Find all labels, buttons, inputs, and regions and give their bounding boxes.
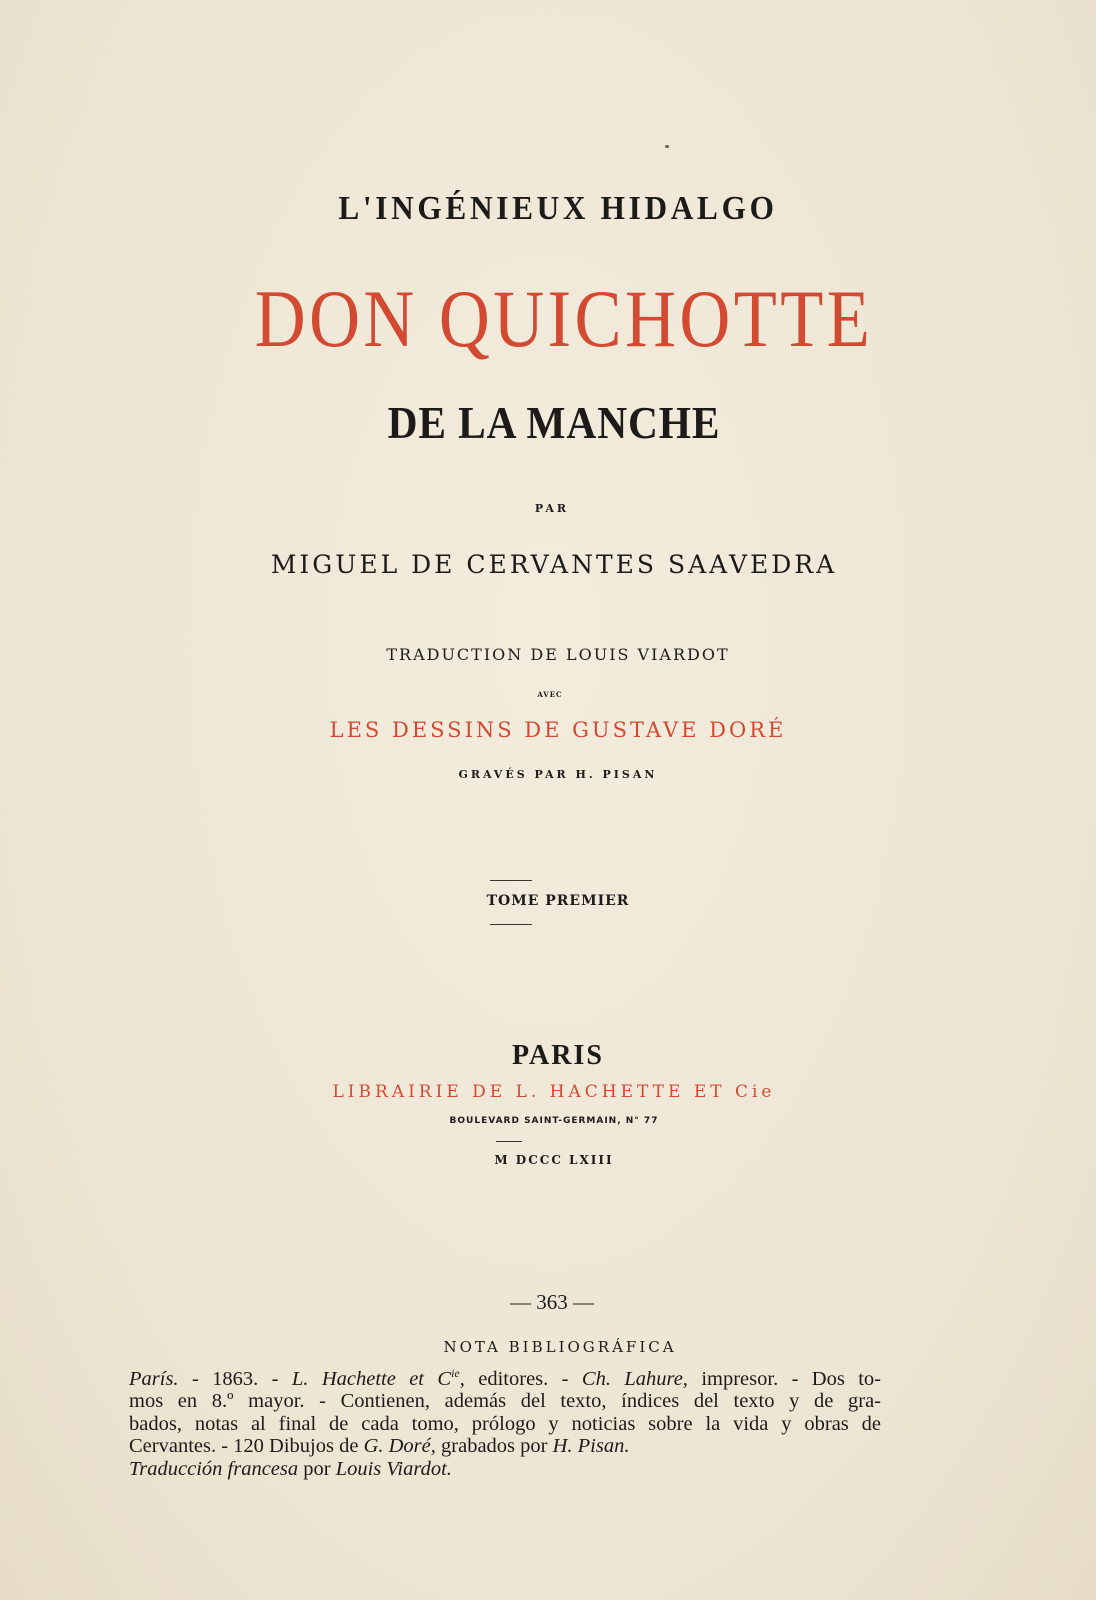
translation-credit: TRADUCTION DE LOUIS VIARDOT — [386, 645, 730, 664]
note-line — [129, 1458, 881, 1481]
page-number: — 363 — — [510, 1290, 594, 1314]
title-line-manche: DE LA MANCHE — [387, 397, 721, 448]
with-label: AVEC — [537, 690, 563, 699]
note-fragment: por — [298, 1457, 336, 1480]
note-fragment: Ch. Lahure, — [581, 1367, 688, 1390]
note-line: bados, notas al final de cada tomo, prólogo y noticias sobre la vida y obras de — [129, 1412, 881, 1435]
divider-rule — [496, 1141, 522, 1142]
note-fragment: G. Doré, — [363, 1435, 436, 1458]
note-heading: NOTA BIBLIOGRÁFICA — [443, 1338, 677, 1356]
note-superscript: ie — [451, 1366, 460, 1380]
note-fragment: - 1863. - — [178, 1367, 292, 1390]
note-fragment: L. Hachette et C — [291, 1367, 452, 1390]
note-fragment: Traducción francesa — [129, 1457, 299, 1480]
imprint-city: PARIS — [512, 1040, 604, 1071]
note-fragment: H. Pisan. — [552, 1435, 630, 1458]
volume-label: TOME PREMIER — [486, 893, 630, 909]
note-fragment: Cervantes. - 120 Dibujos de — [129, 1435, 364, 1458]
title-line-hidalgo: L'INGÉNIEUX HIDALGO — [338, 190, 778, 227]
author-name: MIGUEL DE CERVANTES SAAVEDRA — [270, 550, 838, 579]
main-title: DON QUICHOTTE — [254, 273, 874, 364]
divider-rule — [490, 924, 532, 925]
note-fragment: París. — [129, 1367, 179, 1390]
ink-speck — [665, 145, 669, 148]
imprint-publisher: LIBRAIRIE DE L. HACHETTE ET Cie — [332, 1082, 776, 1102]
note-fragment: grabados por — [435, 1435, 553, 1458]
by-label: PAR — [534, 502, 570, 515]
note-line — [129, 1362, 881, 1390]
divider-rule — [490, 880, 532, 881]
bibliographic-note — [129, 1362, 881, 1480]
illustrations-credit: LES DESSINS DE GUSTAVE DORÉ — [329, 718, 787, 742]
imprint-address: BOULEVARD SAINT-GERMAIN, N° 77 — [449, 1116, 659, 1126]
note-fragment: Louis Viardot. — [335, 1457, 452, 1480]
imprint-year: M DCCC LXIII — [494, 1153, 614, 1167]
engraver-credit: GRAVÉS PAR H. PISAN — [458, 768, 658, 781]
note-fragment: , editores. - — [459, 1367, 582, 1390]
note-fragment: impresor. - Dos to- — [687, 1367, 881, 1390]
note-line: mos en 8.º mayor. - Contienen, además del texto, índices del texto y de gra- — [129, 1390, 881, 1413]
note-line — [129, 1435, 881, 1458]
